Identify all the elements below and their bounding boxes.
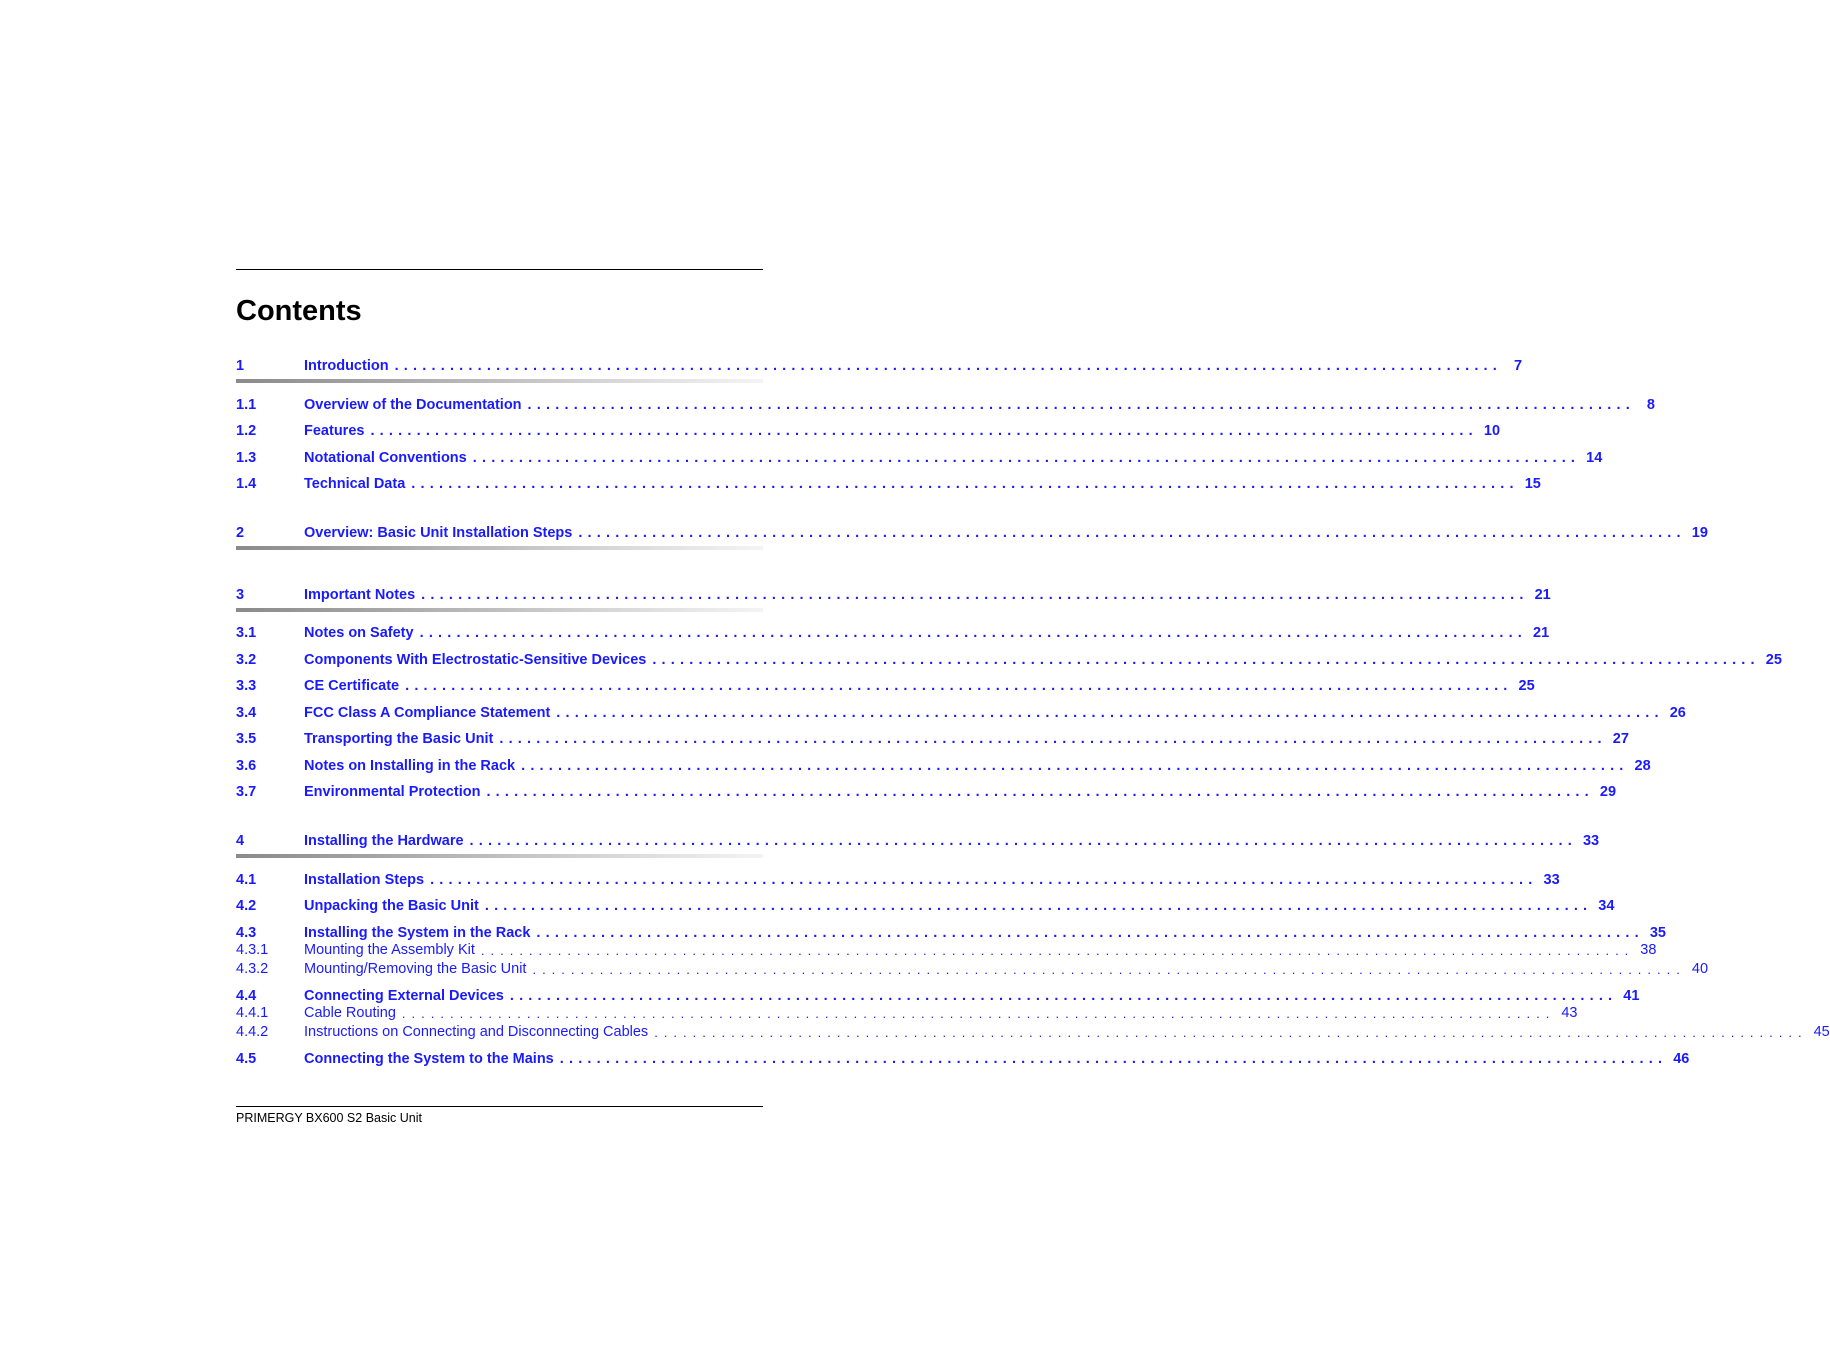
toc-chapter-entry[interactable] bbox=[236, 585, 1551, 605]
toc-entry-title[interactable]: Notational Conventions bbox=[304, 450, 467, 466]
toc-entry-number: 1.3 bbox=[236, 450, 257, 466]
chapter-divider bbox=[236, 546, 763, 550]
toc-entry-title[interactable]: Unpacking the Basic Unit bbox=[304, 898, 479, 914]
toc-dot-leader: ........................................................................................................................ bbox=[486, 784, 1594, 800]
toc-entry-number: 3.6 bbox=[236, 758, 257, 774]
toc-entry-number: 3.2 bbox=[236, 652, 257, 668]
chapter-divider bbox=[236, 854, 763, 858]
toc-section-entry[interactable] bbox=[236, 729, 1629, 749]
toc-section-entry[interactable] bbox=[236, 703, 1686, 723]
toc-entry-page-number[interactable]: 10 bbox=[1483, 423, 1501, 439]
toc-entry-page-number[interactable]: 43 bbox=[1561, 1005, 1578, 1021]
toc-entry-title[interactable]: Instructions on Connecting and Disconnecting Cables bbox=[304, 1024, 649, 1040]
page-footer: PRIMERGY BX600 S2 Basic Unit bbox=[236, 1111, 422, 1125]
toc-entry-title[interactable]: Mounting the Assembly Kit bbox=[304, 942, 475, 958]
toc-entry-number: 4.4.1 bbox=[236, 1005, 269, 1021]
toc-entry-number: 3.1 bbox=[236, 625, 257, 641]
toc-entry-page-number[interactable]: 33 bbox=[1543, 872, 1560, 888]
toc-entry-title[interactable]: Notes on Installing in the Rack bbox=[304, 758, 516, 774]
toc-dot-leader: ........................................................................................................................ bbox=[521, 758, 1629, 774]
toc-entry-title[interactable]: Features bbox=[304, 423, 365, 439]
toc-section-entry[interactable] bbox=[236, 474, 1541, 494]
toc-entry-number: 1.1 bbox=[236, 397, 257, 413]
toc-entry-page-number[interactable]: 25 bbox=[1765, 652, 1782, 668]
footer-rule bbox=[236, 1106, 763, 1107]
toc-subsection-entry[interactable] bbox=[236, 1023, 1830, 1042]
toc-dot-leader: ........................................................................................................................ bbox=[401, 1006, 1556, 1021]
toc-entry-title[interactable]: Overview of the Documentation bbox=[304, 397, 522, 413]
toc-dot-leader: ........................................................................................................................ bbox=[421, 587, 1529, 603]
toc-section-entry[interactable] bbox=[236, 421, 1501, 441]
toc-entry-page-number[interactable]: 29 bbox=[1599, 784, 1617, 800]
toc-chapter-entry[interactable] bbox=[236, 523, 1708, 543]
toc-entry-page-number[interactable]: 38 bbox=[1640, 942, 1657, 958]
toc-entry-number: 1.2 bbox=[236, 423, 257, 439]
toc-entry-title[interactable]: FCC Class A Compliance Statement bbox=[304, 705, 551, 721]
toc-entry-title[interactable]: Installation Steps bbox=[304, 872, 425, 888]
toc-dot-leader: ........................................................................................................................ bbox=[394, 358, 1503, 374]
toc-dot-leader: ........................................................................................................................ bbox=[480, 943, 1635, 958]
toc-chapter-entry[interactable] bbox=[236, 831, 1600, 851]
toc-entry-number: 3.7 bbox=[236, 784, 257, 800]
toc-section-entry[interactable] bbox=[236, 896, 1615, 916]
toc-entry-title[interactable]: Technical Data bbox=[304, 476, 406, 492]
toc-entry-page-number[interactable]: 28 bbox=[1634, 758, 1651, 774]
toc-entry-number: 1.4 bbox=[236, 476, 257, 492]
toc-section-entry[interactable] bbox=[236, 623, 1550, 643]
toc-entry-title[interactable]: Connecting External Devices bbox=[304, 988, 504, 1004]
toc-entry-page-number[interactable]: 35 bbox=[1649, 925, 1666, 941]
toc-entry-title[interactable]: Notes on Safety bbox=[304, 625, 414, 641]
toc-entry-title[interactable]: Environmental Protection bbox=[304, 784, 481, 800]
toc-entry-page-number[interactable]: 26 bbox=[1669, 705, 1686, 721]
toc-entry-title[interactable]: Installing the System in the Rack bbox=[304, 925, 531, 941]
toc-section-entry[interactable] bbox=[236, 923, 1666, 943]
toc-dot-leader: ........................................................................................................................ bbox=[578, 525, 1686, 541]
toc-section-entry[interactable] bbox=[236, 395, 1655, 415]
chapter-divider bbox=[236, 379, 763, 383]
toc-dot-leader: ........................................................................................................................ bbox=[559, 1051, 1668, 1067]
toc-dot-leader: ........................................................................................................................ bbox=[370, 423, 1478, 439]
toc-section-entry[interactable] bbox=[236, 448, 1603, 468]
toc-entry-number: 4.4.2 bbox=[236, 1024, 269, 1040]
toc-entry-page-number[interactable]: 7 bbox=[1513, 358, 1523, 374]
toc-entry-number: 4.3.2 bbox=[236, 961, 269, 977]
toc-section-entry[interactable] bbox=[236, 870, 1560, 890]
toc-dot-leader: ........................................................................................................................ bbox=[509, 988, 1618, 1004]
toc-dot-leader: ........................................................................................................................ bbox=[556, 705, 1664, 721]
toc-entry-page-number[interactable]: 19 bbox=[1691, 525, 1708, 541]
toc-entry-page-number[interactable]: 34 bbox=[1598, 898, 1615, 914]
toc-dot-leader: ........................................................................................................................ bbox=[484, 898, 1593, 914]
toc-entry-number: 4 bbox=[236, 833, 245, 849]
toc-entry-number: 4.3.1 bbox=[236, 942, 269, 958]
toc-dot-leader: ........................................................................................................................ bbox=[469, 833, 1577, 849]
toc-section-entry[interactable] bbox=[236, 1049, 1690, 1069]
toc-dot-leader: ........................................................................................................................ bbox=[411, 476, 1519, 492]
toc-entry-title[interactable]: Installing the Hardware bbox=[304, 833, 464, 849]
toc-dot-leader: ........................................................................................................................ bbox=[405, 678, 1513, 694]
toc-entry-number: 4.1 bbox=[236, 872, 257, 888]
toc-dot-leader: ........................................................................................................................ bbox=[472, 450, 1581, 466]
toc-dot-leader: ........................................................................................................................ bbox=[527, 397, 1635, 413]
chapter-divider bbox=[236, 608, 763, 612]
toc-entry-page-number[interactable]: 15 bbox=[1524, 476, 1541, 492]
page-title: Contents bbox=[236, 295, 362, 327]
toc-entry-page-number[interactable]: 14 bbox=[1586, 450, 1603, 466]
toc-entry-title[interactable]: Introduction bbox=[304, 358, 389, 374]
toc-entry-page-number[interactable]: 25 bbox=[1518, 678, 1535, 694]
toc-dot-leader: ........................................................................................................................ bbox=[536, 925, 1644, 941]
toc-dot-leader: ........................................................................................................................ bbox=[652, 652, 1760, 668]
toc-subsection-entry[interactable] bbox=[236, 1004, 1578, 1023]
toc-entry-number: 3 bbox=[236, 587, 245, 603]
toc-entry-title[interactable]: Transporting the Basic Unit bbox=[304, 731, 494, 747]
toc-entry-title[interactable]: Overview: Basic Unit Installation Steps bbox=[304, 525, 573, 541]
toc-dot-leader: ........................................................................................................................ bbox=[532, 962, 1686, 977]
toc-entry-title[interactable]: Important Notes bbox=[304, 587, 416, 603]
toc-entry-number: 3.3 bbox=[236, 678, 257, 694]
toc-entry-number: 1 bbox=[236, 358, 245, 374]
toc-entry-page-number[interactable]: 40 bbox=[1691, 961, 1709, 977]
toc-entry-number: 4.5 bbox=[236, 1051, 257, 1067]
toc-section-entry[interactable] bbox=[236, 650, 1782, 670]
toc-entry-title[interactable]: Connecting the System to the Mains bbox=[304, 1051, 554, 1067]
toc-entry-number: 2 bbox=[236, 525, 245, 541]
toc-entry-page-number[interactable]: 33 bbox=[1582, 833, 1600, 849]
toc-entry-page-number[interactable]: 46 bbox=[1673, 1051, 1690, 1067]
toc-chapter-entry[interactable] bbox=[236, 356, 1523, 376]
toc-entry-page-number[interactable]: 27 bbox=[1612, 731, 1629, 747]
toc-entry-page-number[interactable]: 45 bbox=[1813, 1024, 1830, 1040]
toc-entry-page-number[interactable]: 41 bbox=[1623, 988, 1640, 1004]
toc-section-entry[interactable] bbox=[236, 676, 1535, 696]
toc-subsection-entry[interactable] bbox=[236, 960, 1709, 979]
toc-entry-title[interactable]: Mounting/Removing the Basic Unit bbox=[304, 961, 527, 977]
toc-entry-title[interactable]: Cable Routing bbox=[304, 1005, 396, 1021]
toc-entry-title[interactable]: CE Certificate bbox=[304, 678, 400, 694]
toc-entry-number: 3.4 bbox=[236, 705, 257, 721]
toc-entry-number: 3.5 bbox=[236, 731, 257, 747]
toc-entry-page-number[interactable]: 21 bbox=[1533, 625, 1550, 641]
toc-section-entry[interactable] bbox=[236, 756, 1651, 776]
toc-section-entry[interactable] bbox=[236, 782, 1617, 802]
toc-dot-leader: ........................................................................................................................ bbox=[654, 1025, 1808, 1040]
toc-dot-leader: ........................................................................................................................ bbox=[499, 731, 1607, 747]
top-rule bbox=[236, 269, 763, 270]
toc-section-entry[interactable] bbox=[236, 986, 1640, 1006]
toc-dot-leader: ........................................................................................................................ bbox=[430, 872, 1538, 888]
toc-entry-number: 4.4 bbox=[236, 988, 257, 1004]
toc-subsection-entry[interactable] bbox=[236, 941, 1657, 960]
toc-entry-number: 4.2 bbox=[236, 898, 257, 914]
toc-entry-page-number[interactable]: 8 bbox=[1646, 397, 1655, 413]
toc-entry-title[interactable]: Components With Electrostatic-Sensitive Devices bbox=[304, 652, 647, 668]
toc-entry-page-number[interactable]: 21 bbox=[1534, 587, 1551, 603]
toc-entry-number: 4.3 bbox=[236, 925, 257, 941]
toc-dot-leader: ........................................................................................................................ bbox=[419, 625, 1528, 641]
